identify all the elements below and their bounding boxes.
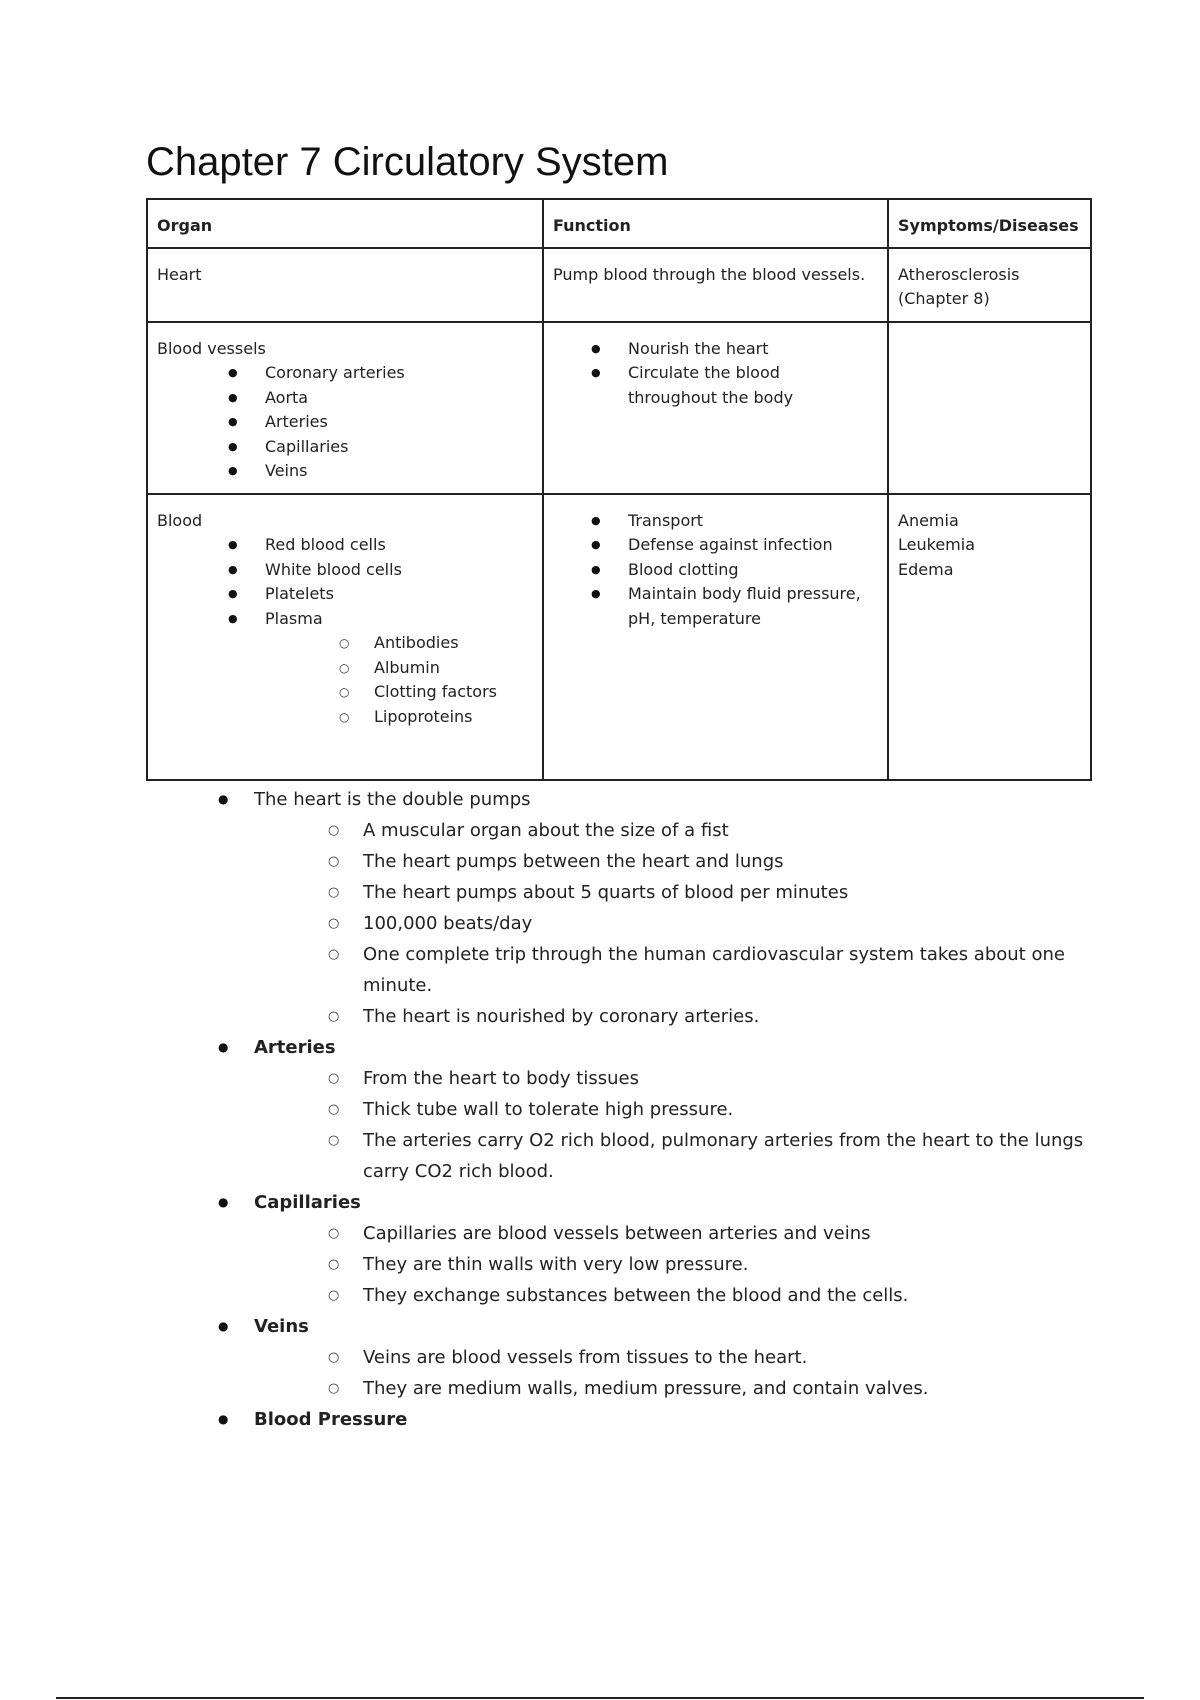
table-row: [147, 248, 1091, 322]
header-organ: Organ: [147, 199, 543, 248]
function-list: [553, 509, 878, 632]
cell-function: [543, 248, 888, 322]
organ-list: [157, 533, 533, 631]
function-text: Pump blood through the blood vessels.: [553, 264, 866, 284]
cell-function: [543, 494, 888, 780]
organ-name: Blood: [157, 510, 203, 530]
notes-section: [146, 784, 1090, 1435]
list-item: ● Blood clotting: [553, 558, 878, 583]
cell-organ: [147, 248, 543, 322]
list-item: ● Platelets: [157, 582, 533, 607]
list-item: ● White blood cells: [157, 558, 533, 583]
page-title: Chapter 7 Circulatory System: [146, 140, 669, 184]
notes-list: [146, 1187, 1090, 1218]
symptom-item: (Chapter 8): [898, 289, 990, 308]
function-list: [553, 337, 878, 411]
note-heading: Arteries: [254, 1037, 336, 1058]
organ-list: [157, 361, 533, 484]
cell-symptoms: [888, 494, 1091, 780]
header-function: Function: [543, 199, 888, 248]
list-item: ○ Clotting factors: [157, 680, 533, 705]
table-row: [147, 322, 1091, 494]
list-item: ● Circulate the blood throughout the body: [553, 361, 878, 410]
note-sublist: [146, 1342, 1090, 1404]
symptom-item: Anemia: [898, 510, 959, 530]
table-row: [147, 494, 1091, 780]
list-item: ○ The arteries carry O2 rich blood, pulmonary arteries from the heart to the lungs carry CO2 rich blood.: [146, 1125, 1090, 1187]
cell-organ: [147, 494, 543, 780]
note-sublist: [146, 1218, 1090, 1311]
notes-list: [146, 1032, 1090, 1063]
list-item: ● Arteries: [157, 410, 533, 435]
cell-organ: [147, 322, 543, 494]
note-veins: [146, 1311, 1090, 1342]
list-item: ● Plasma: [157, 607, 533, 632]
list-item: ● Nourish the heart: [553, 337, 878, 362]
list-item: ○ The heart is nourished by coronary arteries.: [146, 1001, 1090, 1032]
notes-list: [146, 1311, 1090, 1342]
list-item: ○ Capillaries are blood vessels between arteries and veins: [146, 1218, 1090, 1249]
list-item: ○ Albumin: [157, 656, 533, 681]
table-header-row: [147, 199, 1091, 248]
cell-symptoms: [888, 322, 1091, 494]
list-item: ● Transport: [553, 509, 878, 534]
symptom-item: Leukemia: [898, 535, 975, 554]
list-item: ○ They are medium walls, medium pressure, and contain valves.: [146, 1373, 1090, 1404]
list-item: ○ They exchange substances between the blood and the cells.: [146, 1280, 1090, 1311]
notes-list: [146, 1404, 1090, 1435]
note-heading: Blood Pressure: [254, 1409, 408, 1430]
note-heading: The heart is the double pumps: [254, 789, 531, 810]
note-blood-pressure: [146, 1404, 1090, 1435]
list-item: ● Veins: [157, 459, 533, 484]
note-capillaries: [146, 1187, 1090, 1218]
list-item: ○ Veins are blood vessels from tissues to the heart.: [146, 1342, 1090, 1373]
symptom-item: Atherosclerosis: [898, 264, 1020, 284]
list-item: ● Defense against infection: [553, 533, 878, 558]
symptom-item: Edema: [898, 559, 954, 579]
list-item: ○ Antibodies: [157, 631, 533, 656]
list-item: ○ 100,000 beats/day: [146, 908, 1090, 939]
organ-name: Blood vessels: [157, 338, 266, 358]
list-item: ● Maintain body fluid pressure, pH, temperature: [553, 582, 878, 631]
cell-symptoms: [888, 248, 1091, 322]
header-symptoms: Symptoms/Diseases: [888, 199, 1091, 248]
list-item: ○ The heart pumps about 5 quarts of blood per minutes: [146, 877, 1090, 908]
notes-list: [146, 784, 1090, 815]
note-arteries: [146, 1032, 1090, 1063]
list-item: ● Aorta: [157, 386, 533, 411]
list-item: ○ A muscular organ about the size of a fist: [146, 815, 1090, 846]
cell-function: [543, 322, 888, 494]
list-item: ○ Lipoproteins: [157, 705, 533, 730]
list-item: ○ The heart pumps between the heart and lungs: [146, 846, 1090, 877]
organ-name: Heart: [157, 264, 202, 284]
plasma-list: [157, 631, 533, 729]
page-bottom-rule: [56, 1697, 1144, 1699]
note-heading: Veins: [254, 1316, 309, 1337]
list-item: ● Coronary arteries: [157, 361, 533, 386]
note-sublist: [146, 815, 1090, 1032]
list-item: ○ From the heart to body tissues: [146, 1063, 1090, 1094]
list-item: ○ Thick tube wall to tolerate high pressure.: [146, 1094, 1090, 1125]
list-item: ○ They are thin walls with very low pressure.: [146, 1249, 1090, 1280]
note-heading: Capillaries: [254, 1192, 361, 1213]
list-item: ○ One complete trip through the human cardiovascular system takes about one minute.: [146, 939, 1090, 1001]
organ-table: [146, 198, 1092, 781]
list-item: ● Red blood cells: [157, 533, 533, 558]
note-heart: [146, 784, 1090, 815]
list-item: ● Capillaries: [157, 435, 533, 460]
note-sublist: [146, 1063, 1090, 1187]
